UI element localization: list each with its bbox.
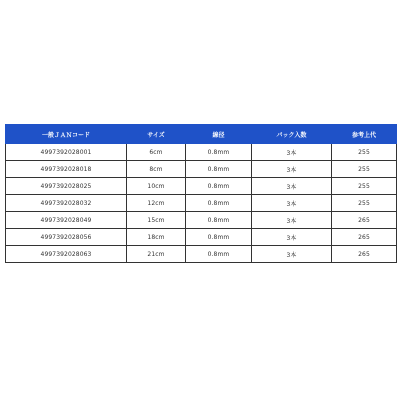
cell-size: 15cm bbox=[127, 212, 186, 229]
table-row bbox=[6, 161, 397, 178]
cell-jan-code: 4997392028049 bbox=[6, 212, 127, 229]
header-pack-quantity: パック入数 bbox=[252, 125, 332, 144]
table-header-row bbox=[6, 125, 397, 144]
cell-wire-diameter: 0.8mm bbox=[186, 229, 252, 246]
cell-retail-price: 255 bbox=[332, 195, 397, 212]
table-row bbox=[6, 195, 397, 212]
header-size: サイズ bbox=[127, 125, 186, 144]
header-wire-diameter: 線径 bbox=[186, 125, 252, 144]
cell-retail-price: 255 bbox=[332, 178, 397, 195]
cell-jan-code: 4997392028018 bbox=[6, 161, 127, 178]
header-retail-price: 参考上代 bbox=[332, 125, 397, 144]
cell-size: 12cm bbox=[127, 195, 186, 212]
product-spec-table bbox=[5, 124, 397, 263]
cell-pack-quantity: 3本 bbox=[252, 144, 332, 161]
cell-size: 10cm bbox=[127, 178, 186, 195]
cell-size: 6cm bbox=[127, 144, 186, 161]
cell-size: 21cm bbox=[127, 246, 186, 263]
table-row bbox=[6, 229, 397, 246]
cell-wire-diameter: 0.8mm bbox=[186, 246, 252, 263]
cell-pack-quantity: 3本 bbox=[252, 212, 332, 229]
cell-wire-diameter: 0.8mm bbox=[186, 161, 252, 178]
cell-jan-code: 4997392028056 bbox=[6, 229, 127, 246]
cell-size: 8cm bbox=[127, 161, 186, 178]
cell-jan-code: 4997392028063 bbox=[6, 246, 127, 263]
cell-wire-diameter: 0.8mm bbox=[186, 144, 252, 161]
cell-jan-code: 4997392028032 bbox=[6, 195, 127, 212]
cell-wire-diameter: 0.8mm bbox=[186, 178, 252, 195]
cell-size: 18cm bbox=[127, 229, 186, 246]
table-row bbox=[6, 144, 397, 161]
table-row bbox=[6, 212, 397, 229]
header-jan-code: 一般ＪＡＮコード bbox=[6, 125, 127, 144]
cell-pack-quantity: 3本 bbox=[252, 229, 332, 246]
cell-retail-price: 265 bbox=[332, 246, 397, 263]
cell-jan-code: 4997392028001 bbox=[6, 144, 127, 161]
cell-retail-price: 255 bbox=[332, 161, 397, 178]
cell-wire-diameter: 0.8mm bbox=[186, 195, 252, 212]
cell-pack-quantity: 3本 bbox=[252, 161, 332, 178]
cell-pack-quantity: 3本 bbox=[252, 178, 332, 195]
cell-retail-price: 265 bbox=[332, 229, 397, 246]
cell-pack-quantity: 3本 bbox=[252, 195, 332, 212]
table-row bbox=[6, 178, 397, 195]
cell-retail-price: 265 bbox=[332, 212, 397, 229]
cell-wire-diameter: 0.8mm bbox=[186, 212, 252, 229]
cell-retail-price: 255 bbox=[332, 144, 397, 161]
cell-pack-quantity: 3本 bbox=[252, 246, 332, 263]
table-row bbox=[6, 246, 397, 263]
cell-jan-code: 4997392028025 bbox=[6, 178, 127, 195]
